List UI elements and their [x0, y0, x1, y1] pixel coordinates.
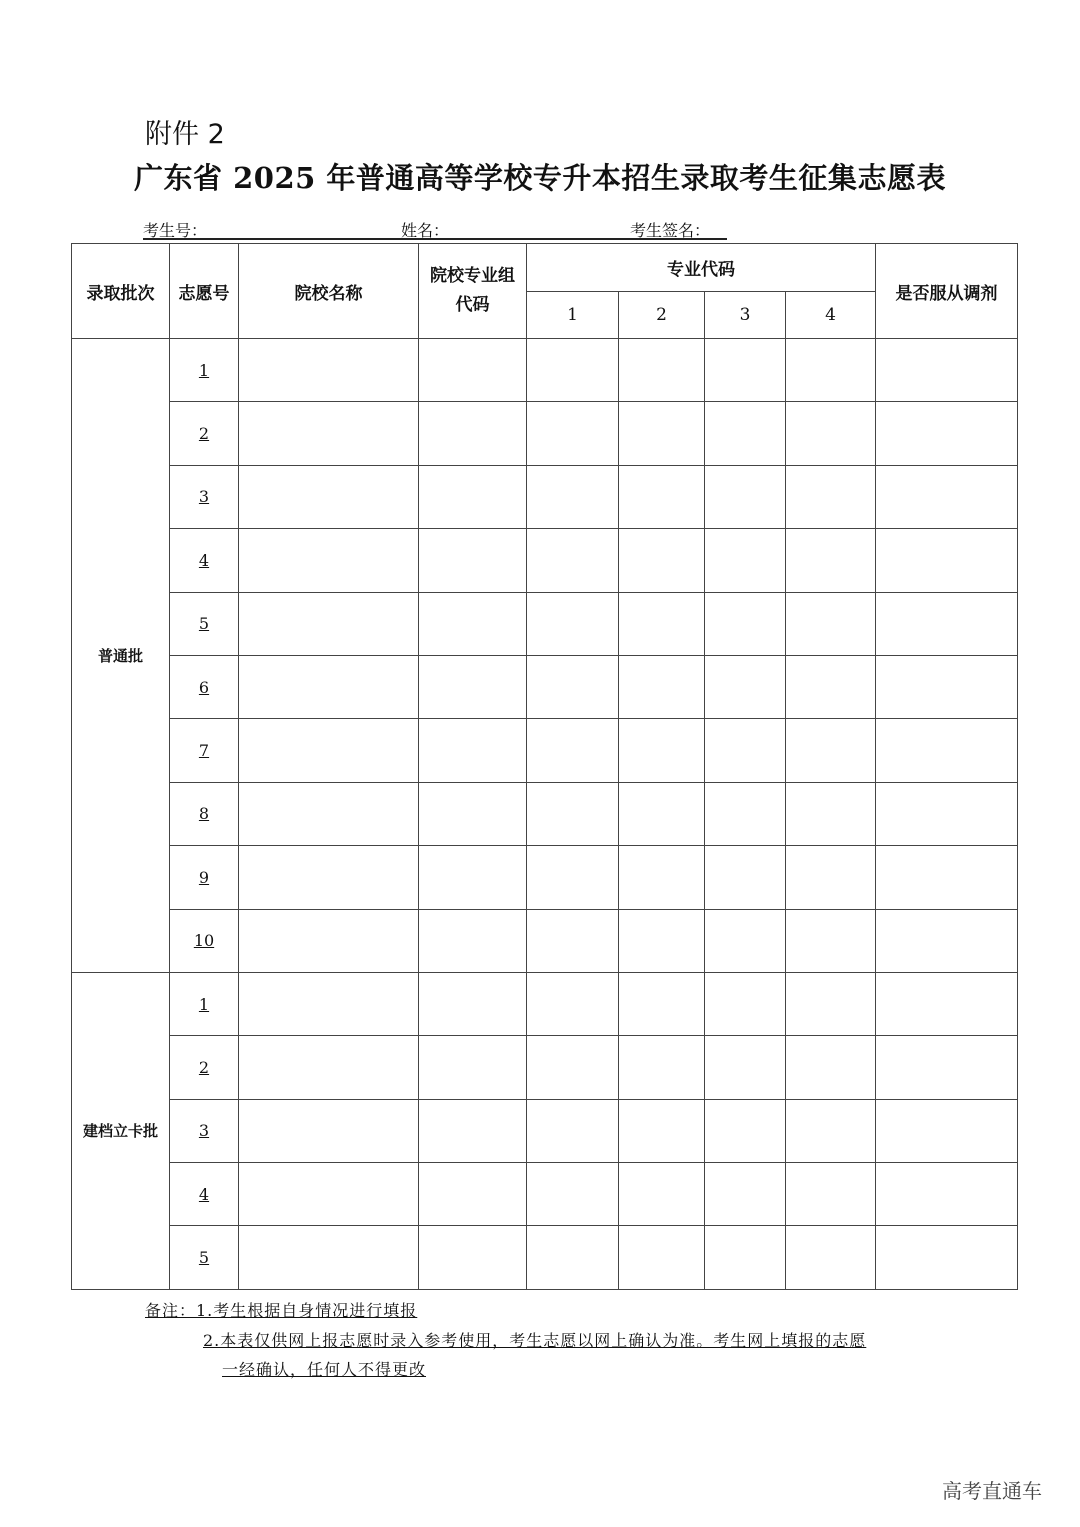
major-3-cell[interactable] [705, 846, 786, 909]
group-code-cell[interactable] [419, 402, 527, 465]
major-1-cell[interactable] [527, 1036, 619, 1099]
adjust-cell[interactable] [876, 1163, 1018, 1226]
major-3-cell[interactable] [705, 972, 786, 1035]
major-1-cell[interactable] [527, 909, 619, 972]
choice-number-cell [170, 782, 239, 845]
group-code-cell[interactable] [419, 529, 527, 592]
group-code-cell[interactable] [419, 1036, 527, 1099]
major-2-cell[interactable] [619, 529, 705, 592]
choice-number-cell [170, 465, 239, 528]
choice-number-cell [170, 1226, 239, 1289]
table-row [72, 655, 1018, 718]
major-2-cell[interactable] [619, 655, 705, 718]
major-2-cell[interactable] [619, 1036, 705, 1099]
table-row [72, 1036, 1018, 1099]
major-3-cell[interactable] [705, 1163, 786, 1226]
header-group-code: 院校专业组代码 [419, 244, 527, 339]
candidate-fields [143, 218, 727, 240]
choice-number: 9 [198, 867, 210, 887]
adjust-cell[interactable] [876, 592, 1018, 655]
major-2-cell[interactable] [619, 972, 705, 1035]
watermark: 高考直通车 [942, 1479, 1042, 1503]
adjust-cell[interactable] [876, 465, 1018, 528]
major-4-cell[interactable] [786, 1036, 876, 1099]
major-1-cell[interactable] [527, 972, 619, 1035]
choice-number-cell [170, 1036, 239, 1099]
adjust-cell[interactable] [876, 972, 1018, 1035]
major-3-cell[interactable] [705, 655, 786, 718]
school-name-cell[interactable] [239, 1163, 419, 1226]
school-name-cell[interactable] [239, 782, 419, 845]
major-2-cell[interactable] [619, 465, 705, 528]
adjust-cell[interactable] [876, 1226, 1018, 1289]
form-title: 广东省 2025 年普通高等学校专升本招生录取考生征集志愿表 [134, 161, 946, 195]
group-code-cell[interactable] [419, 655, 527, 718]
header-school-name: 院校名称 [239, 244, 419, 339]
major-1-cell[interactable] [527, 465, 619, 528]
school-name-cell[interactable] [239, 529, 419, 592]
major-1-cell[interactable] [527, 846, 619, 909]
major-4-cell[interactable] [786, 1099, 876, 1162]
major-1-cell[interactable] [527, 402, 619, 465]
major-4-cell[interactable] [786, 529, 876, 592]
major-2-cell[interactable] [619, 402, 705, 465]
major-2-cell[interactable] [619, 1099, 705, 1162]
batch-cell: 普通批 [72, 339, 170, 973]
major-1-cell[interactable] [527, 592, 619, 655]
adjust-cell[interactable] [876, 339, 1018, 402]
choice-number-cell [170, 846, 239, 909]
choice-number: 5 [198, 614, 210, 634]
header-adjust: 是否服从调剂 [876, 244, 1018, 339]
major-3-cell[interactable] [705, 1036, 786, 1099]
major-4-cell[interactable] [786, 1226, 876, 1289]
choice-number-cell [170, 529, 239, 592]
table-row [72, 1226, 1018, 1289]
group-code-cell[interactable] [419, 909, 527, 972]
major-2-cell[interactable] [619, 909, 705, 972]
choice-number: 10 [193, 931, 215, 951]
choice-number: 8 [198, 804, 210, 824]
table-row [72, 529, 1018, 592]
choice-number-cell [170, 972, 239, 1035]
header-major-4: 4 [786, 292, 876, 339]
choice-number: 4 [198, 1184, 210, 1204]
major-1-cell[interactable] [527, 719, 619, 782]
group-code-cell[interactable] [419, 972, 527, 1035]
school-name-cell[interactable] [239, 909, 419, 972]
choice-number-cell [170, 1163, 239, 1226]
major-4-cell[interactable] [786, 972, 876, 1035]
adjust-cell[interactable] [876, 782, 1018, 845]
note-2: 2.本表仅供网上报志愿时录入参考使用，考生志愿以网上确认为准。考生网上填报的志愿 [203, 1331, 867, 1350]
major-2-cell[interactable] [619, 719, 705, 782]
adjust-cell[interactable] [876, 1099, 1018, 1162]
major-3-cell[interactable] [705, 782, 786, 845]
adjust-cell[interactable] [876, 719, 1018, 782]
major-4-cell[interactable] [786, 782, 876, 845]
choice-number-cell [170, 1099, 239, 1162]
choice-number-cell [170, 402, 239, 465]
major-4-cell[interactable] [786, 719, 876, 782]
major-2-cell[interactable] [619, 592, 705, 655]
choice-number: 1 [198, 360, 210, 380]
major-1-cell[interactable] [527, 1226, 619, 1289]
group-code-cell[interactable] [419, 1099, 527, 1162]
adjust-cell[interactable] [876, 529, 1018, 592]
school-name-cell[interactable] [239, 719, 419, 782]
table-row [72, 909, 1018, 972]
header-major-code: 专业代码 [527, 244, 876, 292]
major-3-cell[interactable] [705, 592, 786, 655]
choice-number-cell [170, 339, 239, 402]
batch-cell: 建档立卡批 [72, 972, 170, 1289]
table-row [72, 402, 1018, 465]
major-4-cell[interactable] [786, 402, 876, 465]
choice-number-cell [170, 719, 239, 782]
header-batch: 录取批次 [72, 244, 170, 339]
choice-number-cell [170, 592, 239, 655]
choice-number-cell [170, 655, 239, 718]
school-name-cell[interactable] [239, 655, 419, 718]
attachment-label: 附件 2 [145, 119, 225, 150]
major-3-cell[interactable] [705, 402, 786, 465]
note-1: 备注：1.考生根据自身情况进行填报 [145, 1301, 418, 1320]
group-code-cell[interactable] [419, 592, 527, 655]
major-1-cell[interactable] [527, 782, 619, 845]
adjust-cell[interactable] [876, 909, 1018, 972]
school-name-cell[interactable] [239, 1036, 419, 1099]
major-2-cell[interactable] [619, 782, 705, 845]
choice-number: 4 [198, 550, 210, 570]
major-3-cell[interactable] [705, 1226, 786, 1289]
table-row [72, 972, 1018, 1035]
group-code-cell[interactable] [419, 339, 527, 402]
table-row [72, 719, 1018, 782]
group-code-cell[interactable] [419, 846, 527, 909]
school-name-cell[interactable] [239, 1226, 419, 1289]
major-3-cell[interactable] [705, 719, 786, 782]
school-name-cell[interactable] [239, 972, 419, 1035]
school-name-cell[interactable] [239, 402, 419, 465]
major-2-cell[interactable] [619, 1163, 705, 1226]
choice-number: 2 [198, 424, 210, 444]
major-4-cell[interactable] [786, 909, 876, 972]
major-3-cell[interactable] [705, 1099, 786, 1162]
major-4-cell[interactable] [786, 655, 876, 718]
adjust-cell[interactable] [876, 846, 1018, 909]
major-4-cell[interactable] [786, 465, 876, 528]
major-3-cell[interactable] [705, 909, 786, 972]
choice-number: 5 [198, 1248, 210, 1268]
major-1-cell[interactable] [527, 1099, 619, 1162]
major-2-cell[interactable] [619, 339, 705, 402]
choice-number: 7 [198, 741, 210, 761]
major-4-cell[interactable] [786, 1163, 876, 1226]
school-name-cell[interactable] [239, 592, 419, 655]
group-code-cell[interactable] [419, 1163, 527, 1226]
major-2-cell[interactable] [619, 1226, 705, 1289]
header-major-3: 3 [705, 292, 786, 339]
school-name-cell[interactable] [239, 846, 419, 909]
major-3-cell[interactable] [705, 529, 786, 592]
school-name-cell[interactable] [239, 1099, 419, 1162]
major-1-cell[interactable] [527, 529, 619, 592]
table-row [72, 592, 1018, 655]
choice-number-cell [170, 909, 239, 972]
name-label: 姓名： [401, 221, 450, 240]
school-name-cell[interactable] [239, 339, 419, 402]
group-code-cell[interactable] [419, 719, 527, 782]
header-major-1: 1 [527, 292, 619, 339]
school-name-cell[interactable] [239, 465, 419, 528]
adjust-cell[interactable] [876, 402, 1018, 465]
major-1-cell[interactable] [527, 339, 619, 402]
adjust-cell[interactable] [876, 655, 1018, 718]
note-3: 一经确认，任何人不得更改 [222, 1360, 427, 1379]
major-3-cell[interactable] [705, 465, 786, 528]
major-2-cell[interactable] [619, 846, 705, 909]
choice-number: 1 [198, 994, 210, 1014]
adjust-cell[interactable] [876, 1036, 1018, 1099]
exam-number-label: 考生号： [143, 221, 208, 240]
major-1-cell[interactable] [527, 1163, 619, 1226]
table-row [72, 465, 1018, 528]
signature-label: 考生签名： [630, 221, 711, 240]
choice-table [71, 243, 1018, 1290]
group-code-cell[interactable] [419, 465, 527, 528]
group-code-cell[interactable] [419, 1226, 527, 1289]
group-code-cell[interactable] [419, 782, 527, 845]
choice-number: 3 [198, 1121, 210, 1141]
major-4-cell[interactable] [786, 339, 876, 402]
table-row [72, 846, 1018, 909]
major-1-cell[interactable] [527, 655, 619, 718]
table-row [72, 1163, 1018, 1226]
header-choice-no: 志愿号 [170, 244, 239, 339]
major-4-cell[interactable] [786, 592, 876, 655]
table-row [72, 1099, 1018, 1162]
table-row [72, 339, 1018, 402]
header-major-2: 2 [619, 292, 705, 339]
table-row [72, 782, 1018, 845]
major-3-cell[interactable] [705, 339, 786, 402]
choice-number: 3 [198, 487, 210, 507]
choice-number: 6 [198, 677, 210, 697]
choice-number: 2 [198, 1057, 210, 1077]
major-4-cell[interactable] [786, 846, 876, 909]
